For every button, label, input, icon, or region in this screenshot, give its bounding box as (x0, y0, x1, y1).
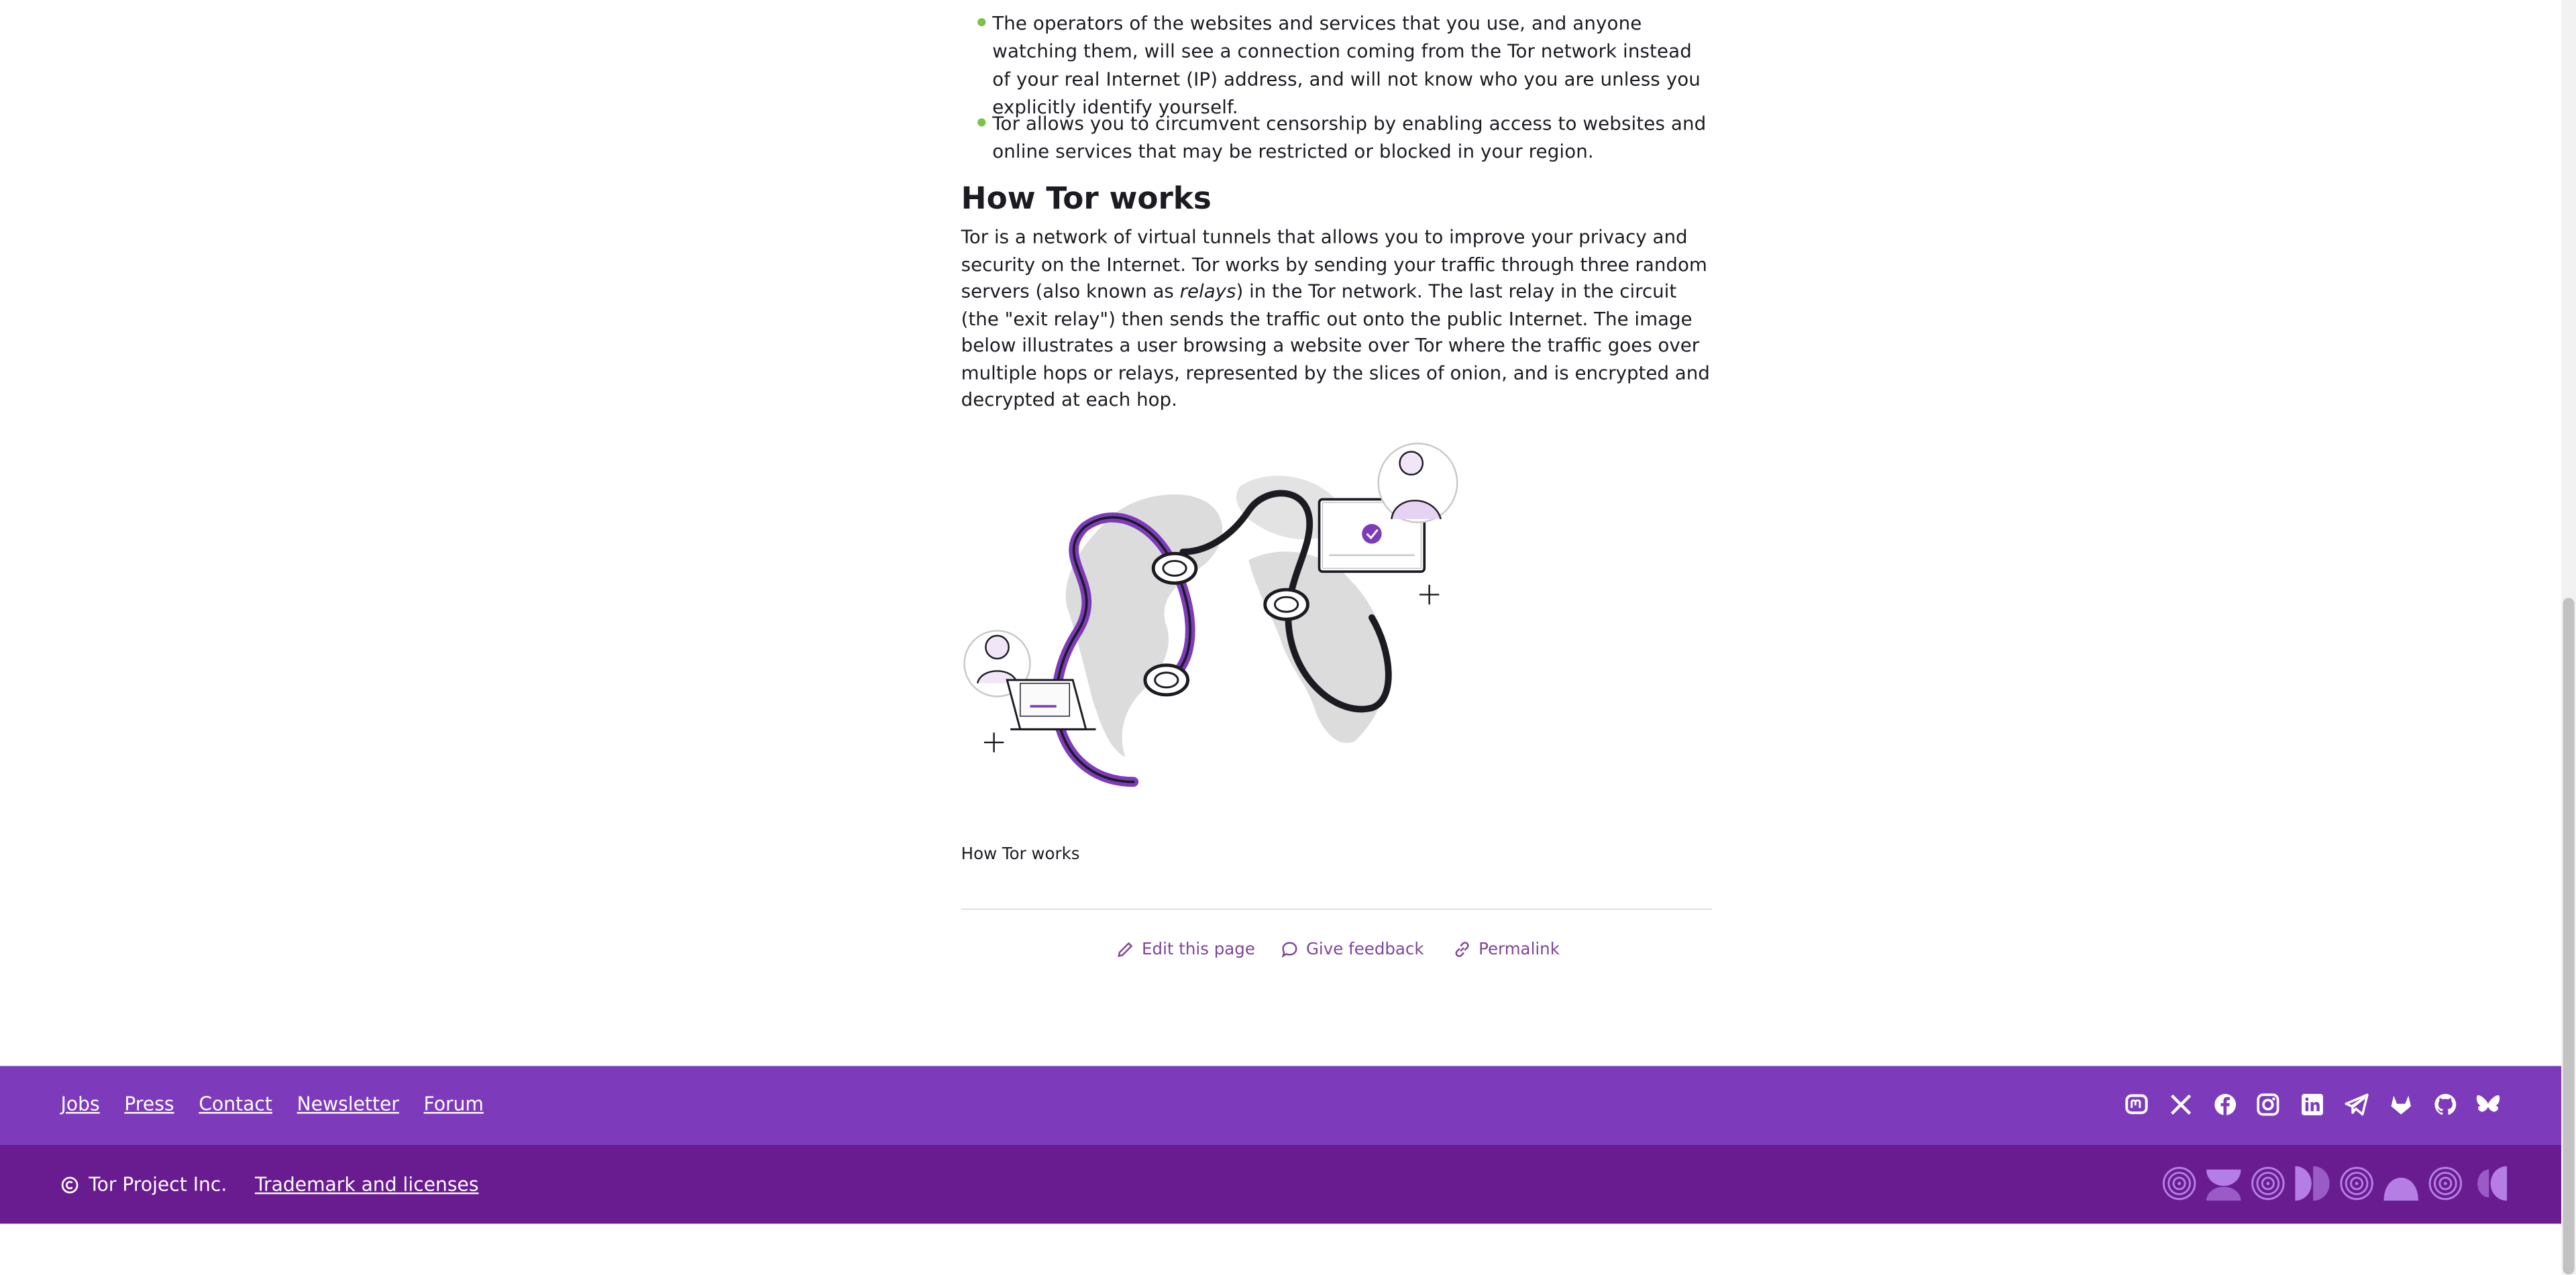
footer-bottom (0, 1145, 2561, 1224)
footer-link-newsletter[interactable]: Newsletter (297, 1092, 399, 1115)
linkedin-icon[interactable] (2299, 1091, 2327, 1119)
section-heading: How Tor works (961, 182, 1212, 217)
social-links (2123, 1091, 2519, 1119)
footer-link-contact[interactable]: Contact (199, 1092, 272, 1115)
facebook-icon[interactable] (2210, 1091, 2239, 1119)
half-circle-icon (2295, 1166, 2329, 1201)
onion-slice (1145, 665, 1188, 695)
give-feedback-link[interactable] (1281, 934, 1424, 964)
paragraph-text: ) in the Tor network. The last relay in the circuit (the "exit relay") then sends the traffic out onto the public Internet. The image below illustrates a user browsing a website over Tor where the traffic goes over multiple hops or relays, represented by the slices of onion, and is encrypted and decrypted at each hop. (961, 280, 1710, 411)
figure-caption: How Tor works (961, 846, 1080, 865)
footer-link-press[interactable]: Press (124, 1092, 174, 1115)
edit-page-link[interactable] (1117, 934, 1255, 964)
onion-slice (1265, 590, 1308, 619)
onion-slice (1153, 553, 1196, 583)
relays-term: relays (1179, 280, 1236, 302)
paragraph-text: Tor is a network of virtual tunnels that allows you to improve your privacy and security on the Internet. Tor works by sending your traffic through three random servers (also known as (961, 226, 1707, 302)
mastodon-icon[interactable] (2123, 1091, 2151, 1119)
copyright (61, 1173, 479, 1196)
permalink-link[interactable] (1454, 934, 1560, 964)
x-icon[interactable] (2167, 1091, 2195, 1119)
half-circle-icon (2206, 1166, 2241, 1201)
bullet-marker (977, 118, 985, 126)
tor-circuit-illustration (961, 437, 1464, 805)
footer-link-forum[interactable]: Forum (423, 1092, 484, 1115)
page-actions (0, 934, 2576, 964)
onion-rings-icon (2251, 1166, 2285, 1201)
list-item: Tor allows you to circumvent censorship by enabling access to websites and online services that may be restricted or blocked in your region. (992, 113, 1707, 163)
footer-top (0, 1066, 2561, 1145)
speech-bubble-icon (1281, 941, 1297, 957)
trademark-link[interactable]: Trademark and licenses (254, 1172, 479, 1196)
github-icon[interactable] (2430, 1091, 2459, 1119)
footer-nav (61, 1093, 508, 1115)
half-circle-icon (2473, 1166, 2507, 1201)
gitlab-icon[interactable] (2387, 1091, 2415, 1119)
permalink-label: Permalink (1479, 940, 1560, 958)
list-item: The operators of the websites and services that you use, and anyone watching them, will see a connection coming from the Tor network instead of your real Internet (IP) address, and will not know who you are unless you explicitly identify yourself. (992, 13, 1701, 119)
bullet-marker (977, 18, 985, 26)
map-africa (1248, 551, 1388, 742)
how-tor-works-illustration (961, 437, 1464, 805)
brand-pattern (2162, 1166, 2517, 1201)
onion-rings-icon (2162, 1166, 2196, 1201)
copyright-icon (61, 1175, 79, 1193)
give-feedback-label: Give feedback (1305, 940, 1424, 958)
footer-link-jobs[interactable]: Jobs (60, 1092, 100, 1115)
divider (961, 908, 1712, 909)
section-paragraph (961, 225, 1717, 415)
telegram-icon[interactable] (2343, 1091, 2371, 1119)
page-scrollbar[interactable] (2561, 0, 2576, 1274)
link-icon (1454, 941, 1470, 957)
onion-rings-icon (2339, 1166, 2373, 1201)
copyright-label: Tor Project Inc. (89, 1172, 227, 1196)
instagram-icon[interactable] (2255, 1091, 2283, 1119)
scrollbar-thumb[interactable] (2563, 598, 2574, 1274)
pencil-icon (1117, 941, 1133, 957)
half-circle-icon (2383, 1166, 2418, 1201)
edit-page-label: Edit this page (1142, 940, 1255, 958)
bluesky-icon[interactable] (2475, 1091, 2503, 1119)
onion-rings-icon (2428, 1166, 2463, 1201)
